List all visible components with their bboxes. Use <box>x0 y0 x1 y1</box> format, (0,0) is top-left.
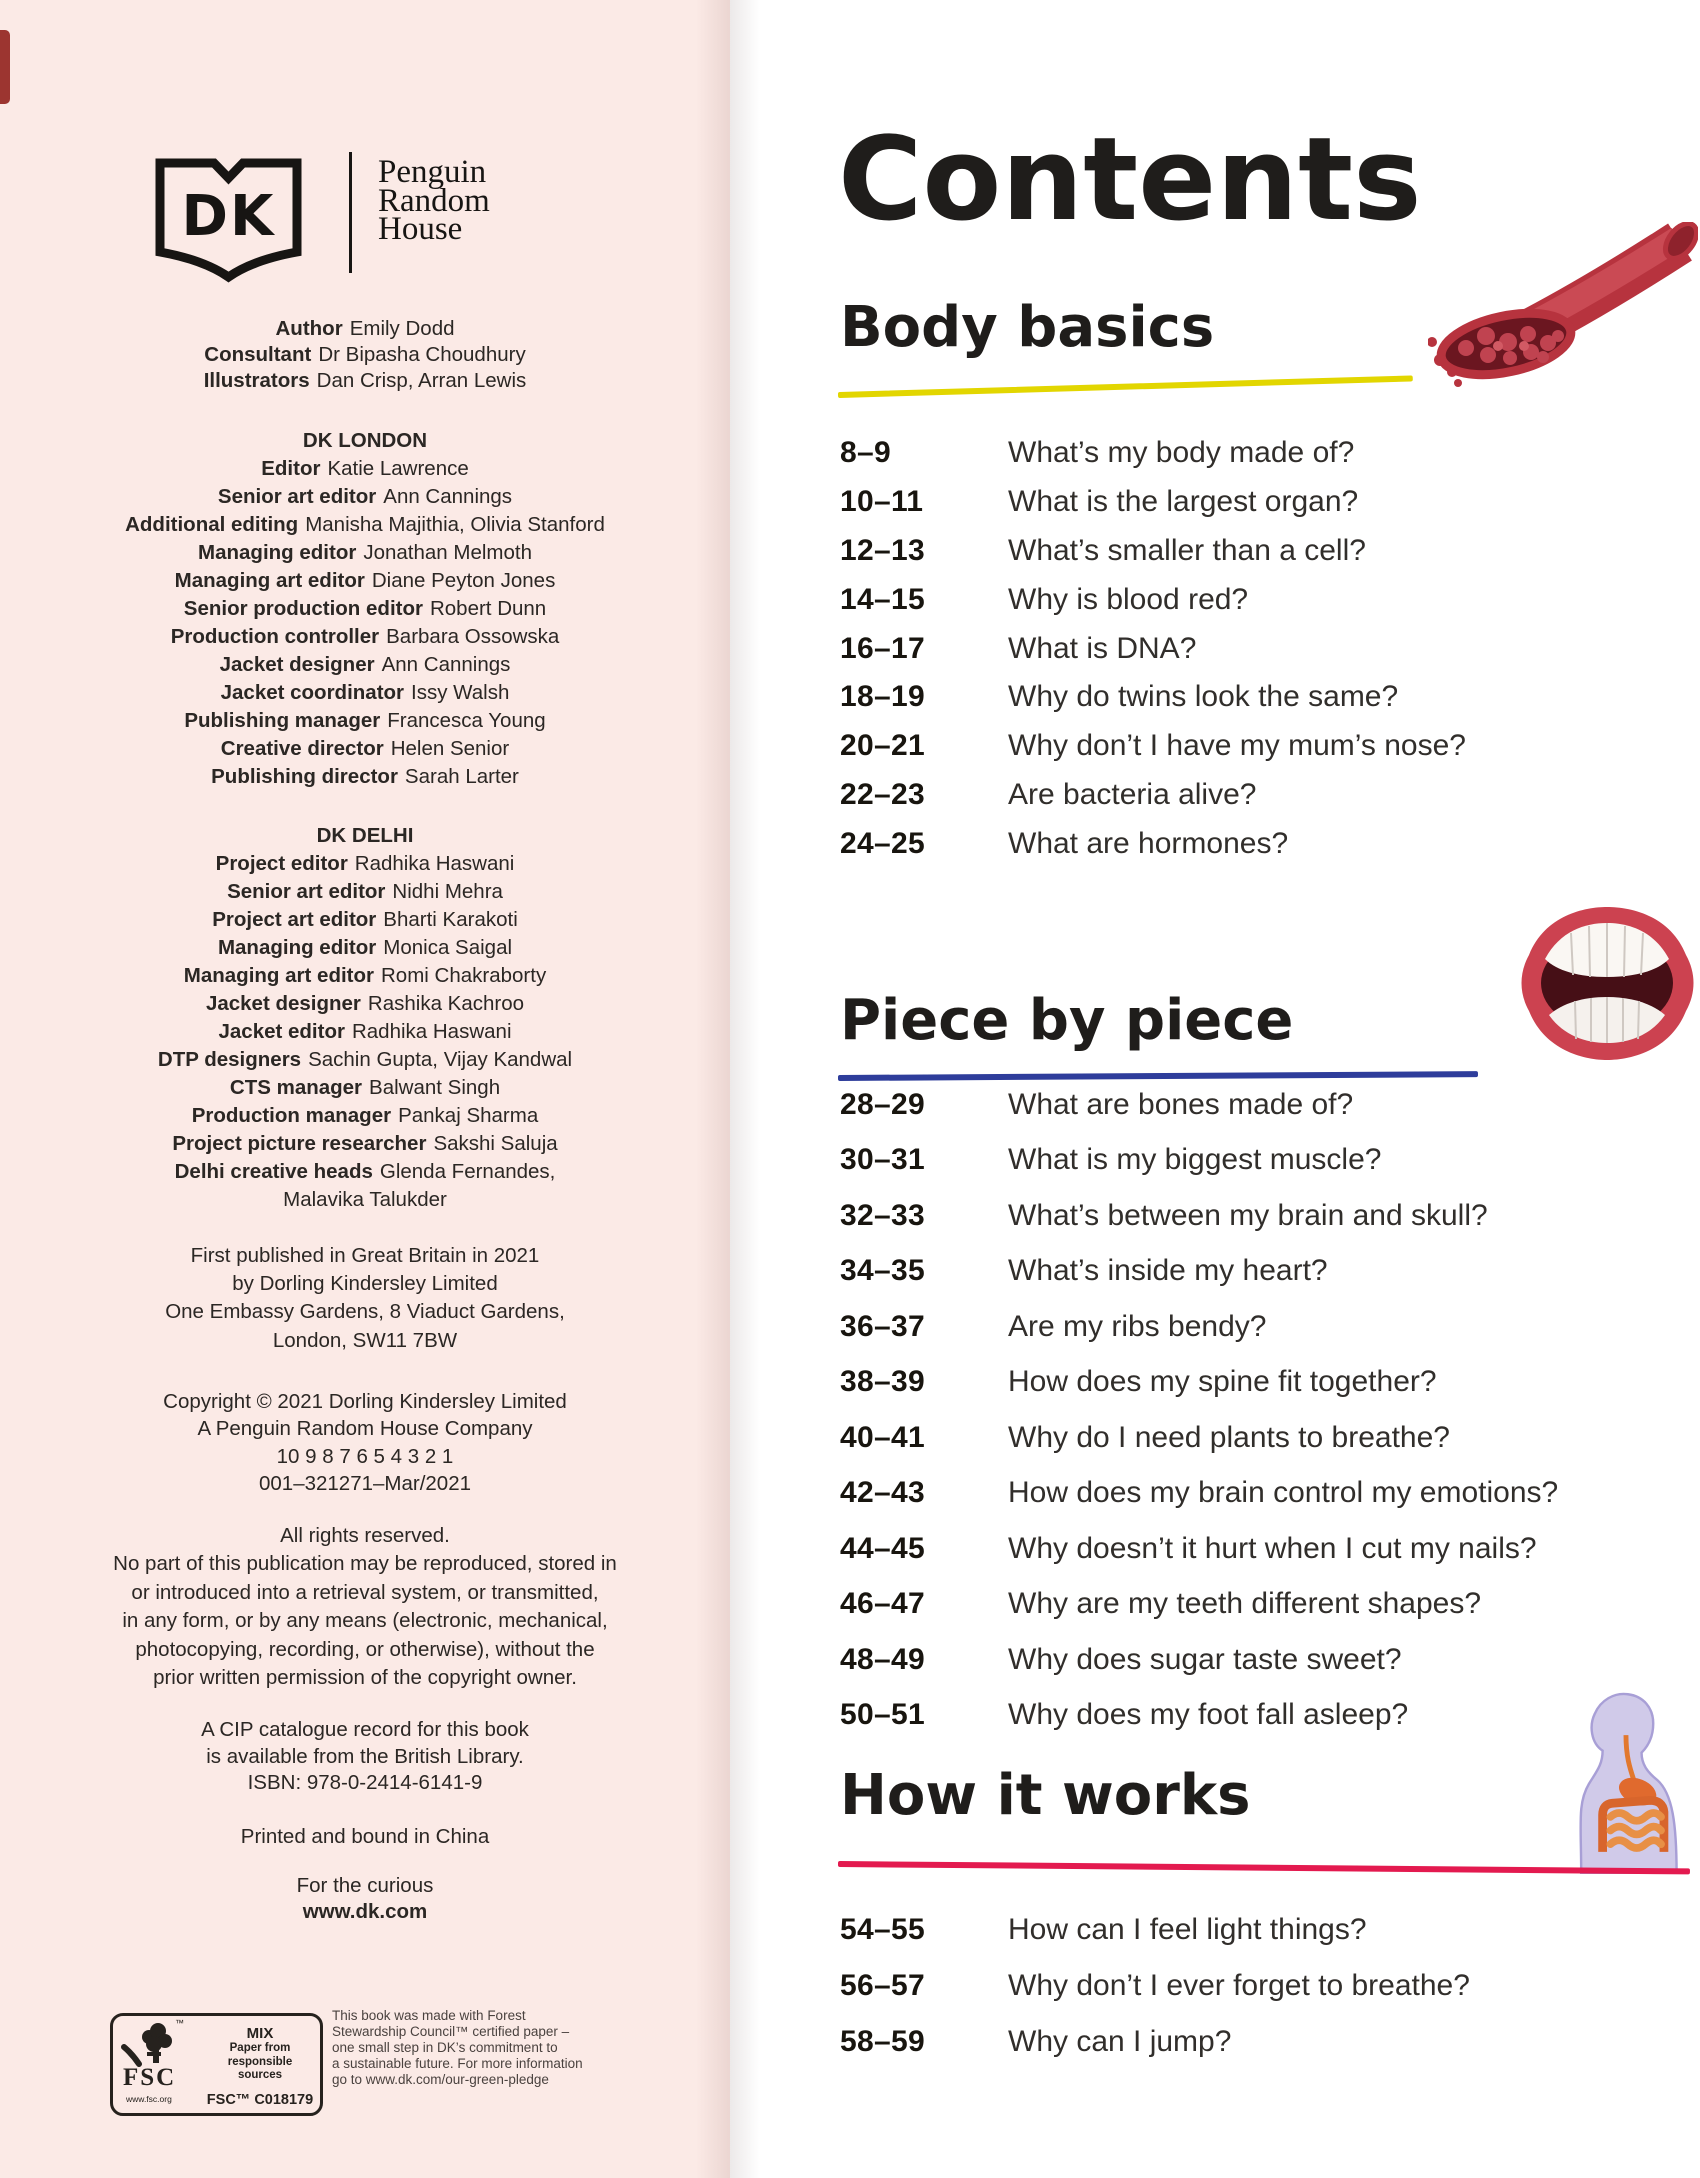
publisher-line: Random <box>378 182 490 219</box>
toc-entry <box>840 1077 1558 1133</box>
toc-entry <box>840 527 1466 576</box>
credit-label: Jacket designer <box>219 653 375 676</box>
credit-label: Senior art editor <box>217 485 377 508</box>
blood-vessel-illustration <box>1428 222 1698 395</box>
toc-entry-title: Why do I need plants to breathe? <box>1008 1420 1450 1454</box>
section-heading-body-basics: Body basics <box>840 295 1215 360</box>
toc-entry <box>840 1133 1558 1189</box>
toc-page-range: 34–35 <box>840 1254 925 1288</box>
credit-value: Romi Chakraborty <box>381 964 547 987</box>
toc-page-range: 30–31 <box>840 1143 925 1177</box>
toc-entry-title: Why don’t I have my mum’s nose? <box>1008 729 1466 763</box>
credit-label: CTS manager <box>229 1076 363 1099</box>
toc-entry-title: What’s smaller than a cell? <box>1008 533 1366 567</box>
credit-value: Sarah Larter <box>404 765 519 788</box>
credit-label: Author <box>275 317 343 340</box>
imprint-line: One Embassy Gardens, 8 Viaduct Gardens, <box>165 1300 565 1324</box>
penguin-random-house-logo <box>378 154 490 247</box>
credit-row <box>0 763 730 791</box>
credit-label: Jacket designer <box>205 992 361 1015</box>
credit-label: Managing art editor <box>183 964 374 987</box>
credit-row <box>0 567 730 595</box>
imprint-page <box>0 0 730 2178</box>
toc-entry <box>840 1632 1558 1688</box>
toc-entry <box>840 1577 1558 1633</box>
fsc-acronym: FSC <box>123 2064 177 2091</box>
credit-value: Radhika Haswani <box>351 1020 512 1043</box>
credit-row <box>0 735 730 763</box>
imprint-line: is available from the British Library. <box>206 1744 524 1768</box>
credit-value: Pankaj Sharma <box>398 1104 539 1127</box>
toc-page-range: 18–19 <box>840 680 925 714</box>
toc-entry-title: Are my ribs bendy? <box>1008 1309 1267 1343</box>
section-heading-how-it-works: How it works <box>840 1763 1251 1828</box>
toc-entry <box>840 1410 1558 1466</box>
imprint-line: Copyright © 2021 Dorling Kindersley Limited <box>163 1390 567 1413</box>
credit-row <box>0 455 730 483</box>
toc-page-range: 12–13 <box>840 533 925 567</box>
toc-page-range: 48–49 <box>840 1642 925 1676</box>
logo-divider <box>349 152 352 273</box>
toc-page-range: 58–59 <box>840 2025 925 2058</box>
credit-label: Managing editor <box>217 936 377 959</box>
toc-entry <box>840 1521 1558 1577</box>
credit-label: Publishing manager <box>184 709 381 732</box>
rights-block <box>0 1522 730 1692</box>
credit-value: Katie Lawrence <box>327 457 469 480</box>
toc-entry-title: Why can I jump? <box>1008 2025 1232 2058</box>
credit-value: Francesca Young <box>387 709 546 732</box>
credit-row <box>0 623 730 651</box>
dk-delhi-credits <box>0 822 730 1214</box>
credit-label: Publishing director <box>211 765 398 788</box>
toc-entry <box>840 575 1466 624</box>
publisher-line: House <box>378 211 463 247</box>
credit-row <box>0 539 730 567</box>
imprint-line: or introduced into a retrieval system, or transmitted, <box>131 1580 599 1604</box>
fsc-note-line: one small step in DK’s commitment to <box>332 2040 558 2055</box>
fsc-note-line: go to www.dk.com/our-green-pledge <box>332 2072 549 2087</box>
credit-row <box>0 1158 730 1186</box>
fsc-label <box>110 2013 323 2116</box>
credit-label: Jacket editor <box>218 1020 345 1043</box>
credit-row <box>0 707 730 735</box>
credits-section-heading: DK LONDON <box>302 429 428 452</box>
credit-value: Ann Cannings <box>383 485 513 508</box>
credit-row <box>0 1046 730 1074</box>
imprint-line: All rights reserved. <box>280 1524 450 1547</box>
imprint-line: A CIP catalogue record for this book <box>201 1718 529 1741</box>
credit-label: Delhi creative heads <box>174 1160 373 1183</box>
toc-entry-title: What are bones made of? <box>1008 1087 1354 1121</box>
toc-entry <box>840 1466 1558 1522</box>
toc-entry <box>840 1244 1558 1300</box>
toc-entry-title: Why are my teeth different shapes? <box>1008 1587 1482 1621</box>
toc-page-range: 50–51 <box>840 1698 925 1732</box>
section-underline-yellow <box>838 375 1413 397</box>
fsc-note <box>332 2008 662 2088</box>
imprint-line: A Penguin Random House Company <box>197 1417 533 1441</box>
credit-label: Illustrators <box>203 368 310 392</box>
toc-entry <box>840 1688 1558 1744</box>
toc-page-range: 56–57 <box>840 1969 925 2002</box>
credit-row <box>0 850 730 878</box>
credit-row <box>0 316 730 342</box>
toc-page-range: 54–55 <box>840 1913 925 1946</box>
credit-row <box>0 1018 730 1046</box>
credit-label: Production controller <box>170 625 380 648</box>
toc-entry-title: What is my biggest muscle? <box>1008 1143 1382 1177</box>
toc-entry-title: Why is blood red? <box>1008 582 1249 616</box>
toc-how-it-works <box>840 1902 1470 2070</box>
credit-value: Diane Peyton Jones <box>371 569 556 592</box>
credits-section-heading: DK DELHI <box>316 824 414 847</box>
credit-row <box>0 1102 730 1130</box>
cip-block <box>0 1717 730 1797</box>
credit-label: Production manager <box>191 1104 392 1127</box>
credit-value: Malavika Talukder <box>283 1188 447 1211</box>
copyright-block <box>0 1388 730 1498</box>
fsc-note-line: Stewardship Council™ certified paper – <box>332 2024 570 2039</box>
fsc-source-line: Paper from <box>229 2042 291 2054</box>
fsc-url: www.fsc.org <box>126 2094 172 2104</box>
credit-label: Additional editing <box>125 513 299 536</box>
page-title: Contents <box>838 113 1422 247</box>
toc-page-range: 14–15 <box>840 582 925 616</box>
credit-row <box>0 1130 730 1158</box>
toc-page-range: 24–25 <box>840 826 925 860</box>
toc-page-range: 22–23 <box>840 777 925 811</box>
toc-entry-title: What is the largest organ? <box>1008 485 1359 519</box>
imprint-line: 001–321271–Mar/2021 <box>258 1472 472 1496</box>
fsc-trademark: ™ <box>175 2018 184 2028</box>
toc-entry <box>840 1299 1558 1355</box>
fsc-code: FSC™ C018179 <box>206 2091 314 2108</box>
credit-label: Consultant <box>204 342 312 366</box>
fsc-source-line: responsible sources <box>227 2055 293 2081</box>
toc-entry <box>840 429 1466 478</box>
credit-row <box>0 906 730 934</box>
dk-logo-letters: DK <box>181 184 276 249</box>
credit-value: Bharti Karakoti <box>383 908 518 931</box>
credit-value: Monica Saigal <box>383 936 513 959</box>
credit-label: Editor <box>261 457 321 480</box>
credit-label: Project editor <box>215 852 348 875</box>
credit-row <box>0 595 730 623</box>
toc-entry-title: What is DNA? <box>1008 631 1197 665</box>
fsc-tree-checkmark-icon <box>121 2021 179 2067</box>
credit-value: Sakshi Saluja <box>433 1132 558 1155</box>
credit-row <box>0 651 730 679</box>
toc-entry-title: Why does my foot fall asleep? <box>1008 1698 1409 1732</box>
toc-entry <box>840 478 1466 527</box>
dk-tagline-block <box>0 1873 730 1924</box>
toc-entry-title: What’s between my brain and skull? <box>1008 1198 1488 1232</box>
toc-page-range: 32–33 <box>840 1198 925 1232</box>
toc-entry <box>840 1902 1470 1958</box>
toc-entry-title: Why do twins look the same? <box>1008 680 1399 714</box>
fsc-note-line: a sustainable future. For more information <box>332 2056 583 2071</box>
toc-entry <box>840 2014 1470 2070</box>
first-published-block <box>0 1242 730 1355</box>
toc-page-range: 46–47 <box>840 1587 925 1621</box>
toc-entry-title: How can I feel light things? <box>1008 1913 1367 1946</box>
section-heading-piece-by-piece: Piece by piece <box>840 988 1294 1053</box>
toc-entry <box>840 1958 1470 2014</box>
credit-value: Balwant Singh <box>369 1076 501 1099</box>
credit-value: Radhika Haswani <box>354 852 515 875</box>
credit-label: Senior art editor <box>227 880 386 903</box>
toc-entry <box>840 722 1466 771</box>
credit-value: Robert Dunn <box>429 597 547 620</box>
toc-entry-title: What are hormones? <box>1008 826 1289 860</box>
credit-label: Managing art editor <box>174 569 365 592</box>
toc-entry-title: What’s inside my heart? <box>1008 1254 1328 1288</box>
credit-row <box>0 878 730 906</box>
imprint-line: by Dorling Kindersley Limited <box>232 1272 498 1296</box>
credit-row <box>0 1074 730 1102</box>
toc-page-range: 8–9 <box>840 436 891 470</box>
credit-value: Helen Senior <box>390 737 510 760</box>
toc-entry-title: How does my brain control my emotions? <box>1008 1476 1559 1510</box>
tagline: For the curious <box>296 1874 434 1897</box>
credit-value: Rashika Kachroo <box>367 992 525 1015</box>
toc-entry-title: Why does sugar taste sweet? <box>1008 1642 1402 1676</box>
toc-entry <box>840 624 1466 673</box>
credit-label: DTP designers <box>157 1048 302 1071</box>
toc-body-basics <box>840 429 1466 868</box>
credit-row <box>0 483 730 511</box>
publisher-line: Penguin <box>378 154 487 190</box>
imprint-line: in any form, or by any means (electronic, mechanical, <box>122 1609 608 1633</box>
credit-row <box>0 934 730 962</box>
toc-page-range: 36–37 <box>840 1309 925 1343</box>
page-gutter-shadow <box>730 0 760 2178</box>
toc-page-range: 42–43 <box>840 1476 925 1510</box>
toc-piece-by-piece <box>840 1077 1558 1743</box>
toc-entry-title: How does my spine fit together? <box>1008 1365 1437 1399</box>
imprint-line: First published in Great Britain in 2021 <box>190 1244 540 1267</box>
open-mouth-illustration <box>1515 895 1700 1070</box>
toc-entry <box>840 673 1466 722</box>
credit-label: Senior production editor <box>183 597 423 620</box>
credit-label: Project art editor <box>212 908 377 931</box>
credit-value: Dan Crisp, Arran Lewis <box>316 368 527 392</box>
toc-entry-title: What’s my body made of? <box>1008 436 1355 470</box>
credit-label: Creative director <box>220 737 384 760</box>
imprint-line: ISBN: 978-0-2414-6141-9 <box>247 1771 483 1794</box>
credit-value: Issy Walsh <box>411 681 510 704</box>
credit-row <box>0 1186 730 1214</box>
credit-label: Project picture researcher <box>172 1132 427 1155</box>
toc-entry <box>840 1355 1558 1411</box>
imprint-line: prior written permission of the copyright owner. <box>153 1666 577 1690</box>
credit-row <box>0 368 730 394</box>
credit-value: Jonathan Melmoth <box>363 541 532 564</box>
toc-entry-title: Why doesn’t it hurt when I cut my nails? <box>1008 1531 1537 1565</box>
toc-page-range: 44–45 <box>840 1531 925 1565</box>
imprint-line: No part of this publication may be reproduced, stored in <box>113 1552 617 1576</box>
fsc-mix-block <box>205 2025 315 2108</box>
credits-rows <box>0 455 730 791</box>
toc-entry <box>840 1188 1558 1244</box>
toc-entry <box>840 771 1466 820</box>
toc-entry <box>840 819 1466 868</box>
credit-value: Manisha Majithia, Olivia Stanford <box>305 513 605 536</box>
credit-value: Dr Bipasha Choudhury <box>318 342 526 366</box>
toc-page-range: 16–17 <box>840 631 925 665</box>
digestive-body-illustration <box>1552 1678 1698 1874</box>
credit-value: Ann Cannings <box>381 653 511 676</box>
fsc-note-line: This book was made with Forest <box>332 2008 526 2023</box>
imprint-line: 10 9 8 7 6 5 4 3 2 1 <box>276 1444 454 1468</box>
toc-entry-title: Why don’t I ever forget to breathe? <box>1008 1969 1470 2002</box>
credit-value: Glenda Fernandes, <box>379 1160 556 1183</box>
imprint-line: photocopying, recording, or otherwise), without the <box>135 1637 595 1661</box>
toc-page-range: 20–21 <box>840 729 925 763</box>
credit-value: Nidhi Mehra <box>392 880 503 903</box>
credit-label: Jacket coordinator <box>220 681 405 704</box>
toc-page-range: 10–11 <box>840 485 924 519</box>
credit-row <box>0 342 730 368</box>
toc-page-range: 28–29 <box>840 1087 925 1121</box>
credit-row <box>0 679 730 707</box>
credit-label: Managing editor <box>198 541 357 564</box>
spine-mark <box>0 30 10 104</box>
dk-london-credits <box>0 427 730 791</box>
fsc-mix: MIX <box>246 2025 274 2042</box>
credit-row <box>0 990 730 1018</box>
printed-line: Printed and bound in China <box>240 1825 490 1848</box>
imprint-line: London, SW11 7BW <box>272 1328 458 1352</box>
credit-value: Sachin Gupta, Vijay Kandwal <box>308 1048 573 1071</box>
credits-rows <box>0 850 730 1214</box>
toc-page-range: 40–41 <box>840 1420 925 1454</box>
credit-value: Emily Dodd <box>349 317 455 340</box>
credit-row <box>0 962 730 990</box>
dk-website: www.dk.com <box>302 1899 428 1923</box>
toc-entry-title: Are bacteria alive? <box>1008 777 1257 811</box>
toc-page-range: 38–39 <box>840 1365 925 1399</box>
credit-value: Barbara Ossowska <box>386 625 560 648</box>
credit-row <box>0 511 730 539</box>
book-credits <box>0 316 730 393</box>
